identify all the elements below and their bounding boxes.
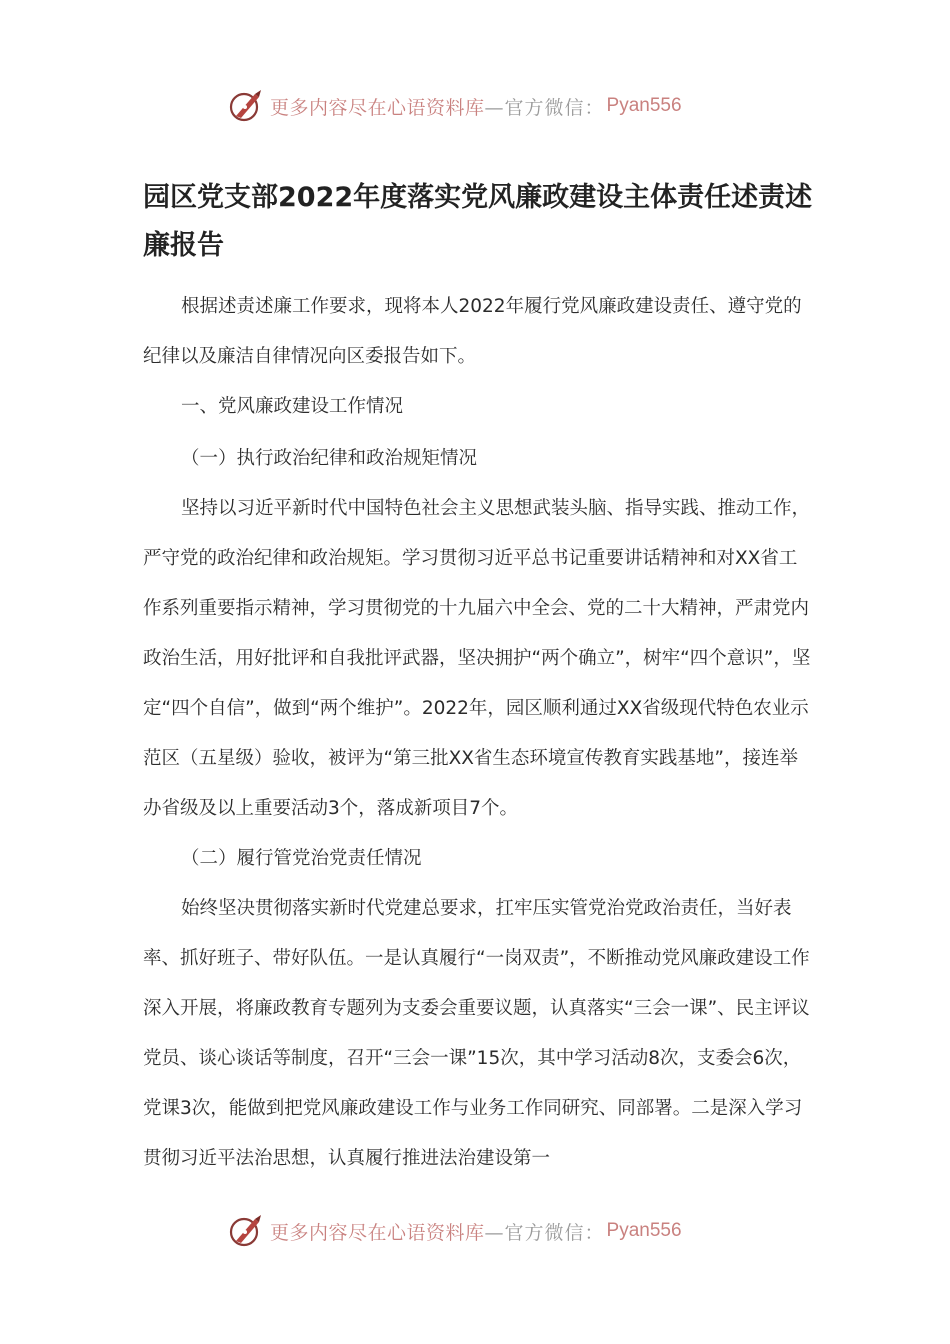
watermark-account: Pyan556 [606, 95, 682, 116]
section-heading-1: 一、党风廉政建设工作情况 [181, 396, 404, 417]
watermark-account: Pyan556 [606, 1220, 682, 1241]
pen-nib-logo-icon [228, 1213, 264, 1249]
subsection-2-paragraph: 始终坚决贯彻落实新时代党建总要求，扛牢压实管党治党政治责任，当好表率、抓好班子、带好队伍。一是认真履行“一岗双责”，不断推动党风廉政建设工作深入开展，将廉政教育专题列为支委会重要议题，认真落实“三会一课”、民主评议党员、谈心谈话等制度，召开“三会一课”15次，其中学习活动8次，支委会6次，党课3次，能做到把党风廉政建设工作与业务工作同研究、同部署。二是深入学习贯彻习近平法治思想，认真履行推进法治建设第一 [143, 898, 810, 1169]
document-title: 园区党支部2022年度落实党风廉政建设主体责任述责述廉报告 [143, 182, 813, 261]
watermark-brand: 更多内容尽在心语资料库 [270, 1221, 485, 1244]
subsection-1-paragraph: 坚持以习近平新时代中国特色社会主义思想武装头脑、指导实践、推动工作，严守党的政治纪律和政治规矩。学习贯彻习近平总书记重要讲话精神和对XX省工作系列重要指示精神，学习贯彻党的十九届六中全会、党的二十大精神，严肃党内政治生活，用好批评和自我批评武器，坚决拥护“两个确立”，树牢“四个意识”，坚定“四个自信”，做到“两个维护”。2022年，园区顺利通过XX省级现代特色农业示范区（五星级）验收，被评为“第三批XX省生态环境宣传教育实践基地”，接连举办省级及以上重要活动3个，落成新项目7个。 [143, 498, 811, 819]
subsection-heading-2: （二）履行管党治党责任情况 [181, 848, 422, 869]
watermark-separator: —官方微信： [484, 1221, 605, 1244]
intro-paragraph: 根据述责述廉工作要求，现将本人2022年履行党风廉政建设责任、遵守党的纪律以及廉洁自律情况向区委报告如下。 [143, 296, 802, 367]
footer-watermark [228, 1211, 682, 1251]
pen-nib-logo-icon [228, 88, 264, 124]
subsection-heading-1: （一）执行政治纪律和政治规矩情况 [181, 448, 478, 469]
header-watermark [228, 86, 682, 126]
watermark-separator: —官方微信： [484, 96, 605, 119]
watermark-brand: 更多内容尽在心语资料库 [270, 96, 485, 119]
